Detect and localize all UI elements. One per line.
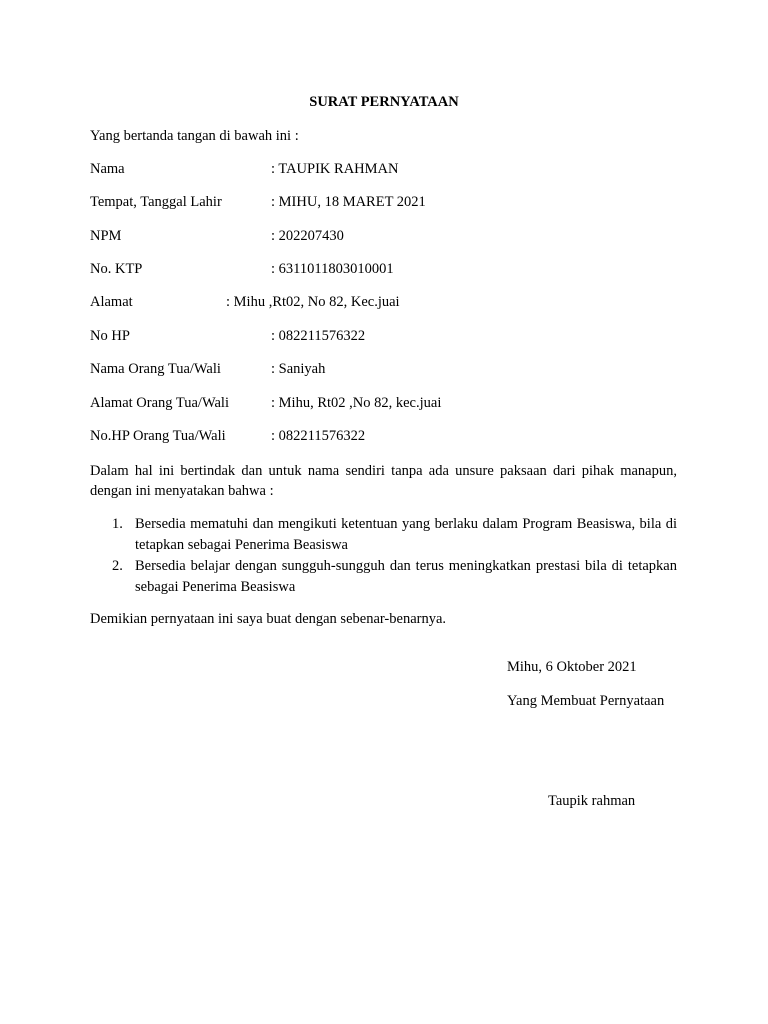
field-value-alamat-ortu: : Mihu, Rt02 ,No 82, kec.juai: [271, 395, 442, 411]
field-label-alamat: Alamat: [90, 294, 133, 310]
field-value-ortu: : Saniyah: [271, 361, 326, 377]
document-title: SURAT PERNYATAAN: [309, 94, 459, 110]
field-label-ortu: Nama Orang Tua/Wali: [90, 361, 221, 377]
statement-list: [90, 514, 677, 598]
field-value-nama: : TAUPIK RAHMAN: [271, 161, 399, 177]
list-item-text: Bersedia mematuhi dan mengikuti ketentuan yang berlaku dalam Program Beasiswa, bila di tetapkan sebagai Penerima Beasiswa: [135, 516, 677, 553]
statement-paragraph: Dalam hal ini bertindak dan untuk nama sendiri tanpa ada unsure paksaan dari pihak manapun, dengan ini menyatakan bahwa :: [90, 463, 677, 499]
intro-text: Yang bertanda tangan di bawah ini :: [90, 128, 299, 144]
field-value-ttl: : MIHU, 18 MARET 2021: [271, 194, 426, 210]
field-label-ktp: No. KTP: [90, 261, 143, 277]
list-item: [90, 556, 677, 598]
closing-text: Demikian pernyataan ini saya buat dengan sebenar-benarnya.: [90, 611, 447, 627]
list-item-text: Bersedia belajar dengan sungguh-sungguh dan terus meningkatkan prestasi bila di tetapkan sebagai Penerima Beasiswa: [135, 558, 677, 595]
signer-name: Taupik rahman: [548, 793, 636, 809]
field-value-npm: : 202207430: [271, 228, 344, 244]
list-item: [90, 514, 677, 556]
field-value-nohp: : 082211576322: [271, 328, 366, 344]
field-label-nama: Nama: [90, 161, 125, 177]
place-date: Mihu, 6 Oktober 2021: [507, 659, 637, 675]
field-label-nohp: No HP: [90, 328, 130, 344]
field-label-npm: NPM: [90, 228, 122, 244]
field-label-alamat-ortu: Alamat Orang Tua/Wali: [90, 395, 229, 411]
signer-caption: Yang Membuat Pernyataan: [507, 693, 665, 709]
field-value-hp-ortu: : 082211576322: [271, 428, 366, 444]
field-value-ktp: : 6311011803010001: [271, 261, 394, 277]
list-item-number: 2.: [112, 558, 123, 574]
field-label-ttl: Tempat, Tanggal Lahir: [90, 194, 222, 210]
field-value-alamat: : Mihu ,Rt02, No 82, Kec.juai: [226, 294, 400, 310]
list-item-number: 1.: [112, 516, 123, 532]
field-label-hp-ortu: No.HP Orang Tua/Wali: [90, 428, 226, 444]
